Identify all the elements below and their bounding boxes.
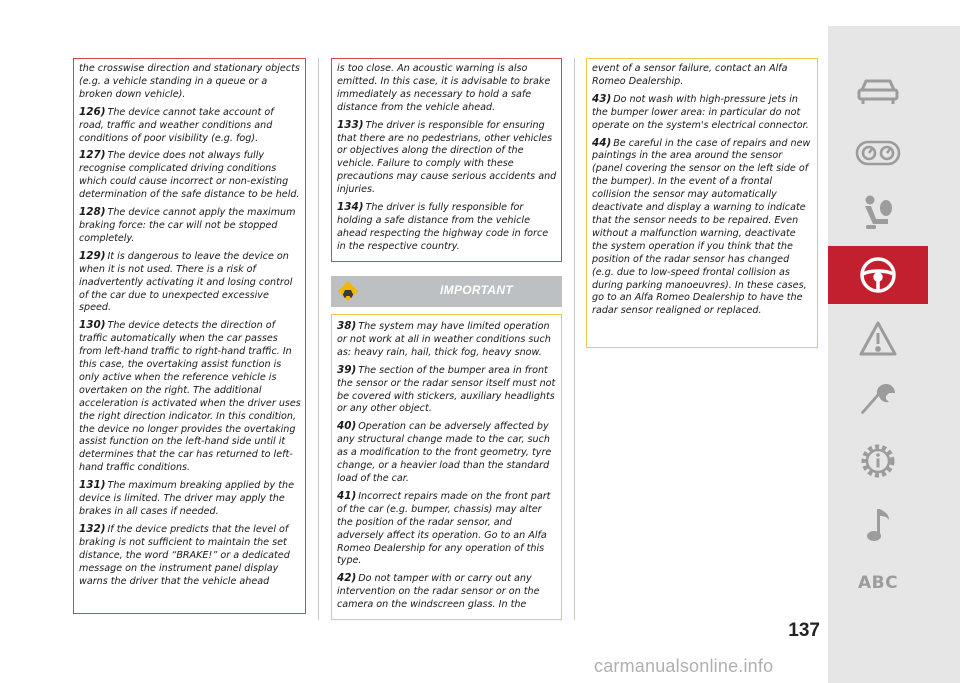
note-133 [337,119,557,197]
note-number: 130) [79,319,106,332]
note-text: The device does not always fully recognise complicated driving conditions which could cause incorrect or non-existing determination of the safe distance to be held. [79,150,300,201]
note-132 [79,523,301,589]
note-43 [592,93,813,133]
page-number: 137 [788,620,820,641]
wrench-icon [858,381,898,421]
note-text: Do not wash with high-pressure jets in the bumper lower area: in particular do not operate on the system's electrical connector. [592,93,809,131]
chapter-sidebar [828,26,960,683]
note-number: 131) [79,479,106,492]
note-40 [337,420,557,486]
note-text: Incorrect repairs made on the front part of the car (e.g. bumper, chassis) may alter the position of the radar sensor, and adversely affect its operation. Go to an Alfa Romeo Dealership for any operation of this type. [337,490,551,567]
note-number: 41) [337,489,357,502]
note-number: 44) [592,136,612,149]
note-130 [79,319,301,475]
sidebar-item-multimedia[interactable] [828,496,928,554]
note-41 [337,490,557,568]
note-text: The driver is responsible for ensuring that there are no pedestrians, other vehicles or objectives along the direction of the vehicle. Failure to comply with these precautions may cause serious accidents and injuries. [337,119,557,196]
note-44 [592,137,813,319]
watermark: carmanualsonline.info [594,656,774,676]
note-number: 126) [79,105,106,118]
note-number: 129) [79,249,106,262]
gear-info-icon [858,441,898,481]
note-text: If the device predicts that the level of braking is not sufficient to maintain the set distance, the word “BRAKE!” or a dedicated message on the instrument panel display warns the driver that the vehicle ahead [79,523,290,587]
note-127 [79,149,301,202]
note-number: 42) [337,572,357,585]
column-divider [318,58,319,620]
seat-airbag-icon [858,193,898,233]
note-129 [79,250,301,316]
sidebar-item-car[interactable] [828,62,928,120]
sidebar-item-technical-data[interactable] [828,432,928,490]
sidebar-item-safety[interactable] [828,184,928,242]
note-42 [337,572,557,612]
note-text: The device cannot take account of road, traffic and weather conditions and conditions of poor visibility (e.g. fog). [79,106,274,144]
note-text: Be careful in the case of repairs and new paintings in the area around the sensor (panel covering the sensor on the left side of the bumper). In the event of a frontal collision the sensor may automatically deactivate and display a warning to indicate that the sensor needs to be repaired. Even without a malfunction warning, deactivate the system operation if you think that the position of the radar sensor has changed (e.g. due to low-speed frontal collision as during parking manoeuvres). In these cases, go to an Alfa Romeo Dealership to have the radar sensor realigned or replaced. [592,137,811,317]
note-text: The driver is fully responsible for holding a safe distance from the vehicle ahead respecting the highway code in force in the respective country. [337,202,549,252]
note-number: 133) [337,118,364,131]
column-divider [574,58,575,620]
note-number: 39) [337,363,357,376]
important-box-column-2 [331,314,562,620]
note-text: The system may have limited operation or not work at all in weather conditions such as: heavy rain, hail, thick fog, heavy snow. [337,321,551,358]
note-text: It is dangerous to leave the device on when it is not used. There is a risk of inadvertently activating it and losing control of the car due to unexpected excessive speed. [79,250,293,314]
note-131 [79,479,301,519]
column-1-intro: the crosswise direction and stationary objects (e.g. a vehicle standing in a queue or a broken down vehicle). [79,63,300,100]
note-number: 134) [337,201,364,214]
music-note-icon [863,506,893,544]
note-text: The device cannot apply the maximum braking force: the car will not be stopped completely. [79,207,296,244]
note-39 [337,364,557,417]
note-number: 43) [592,92,612,105]
car-hand-caution-icon [337,280,359,302]
car-icon [856,76,900,106]
important-title: IMPORTANT [440,283,513,297]
note-128 [79,206,301,246]
note-text: The device detects the direction of traffic automatically when the car passes from left-hand traffic to right-hand traffic. In this case, the overtaking assist function is only active when the reference vehicle is overtaken on the right. The additional acceleration is activated when the driver uses the right direction indicator. In this condition, the device no longer provides the overtaking assist function on the left-hand side until it determines that the car has returned to left-hand traffic conditions. [79,320,301,474]
sidebar-item-index[interactable] [828,554,928,612]
note-number: 38) [337,320,357,332]
note-text: Operation can be adversely affected by any structural change made to the car, such as a modification to the front geometry, tyre change, or a heavier load than the standard load of the car. [337,421,552,484]
note-number: 132) [79,522,106,535]
note-text: The maximum breaking applied by the device is limited. The driver may apply the brakes in all cases if needed. [79,480,294,517]
index-label: ABC [857,573,899,593]
steering-wheel-icon [858,255,898,295]
note-number: 127) [79,149,106,162]
warning-box-column-2 [331,58,562,262]
warning-triangle-icon [858,320,898,358]
important-header [331,276,562,307]
sidebar-item-driving[interactable] [828,246,928,304]
note-126 [79,106,301,146]
note-text: The section of the bumper area in front the sensor or the radar sensor itself must not be covered with stickers, auxiliary headlights or any other object. [337,364,556,415]
sidebar-item-instruments[interactable] [828,124,928,182]
note-number: 40) [337,420,357,433]
note-38 [337,320,557,360]
note-134 [337,201,557,254]
sidebar-item-emergency[interactable] [828,310,928,368]
sidebar-item-maintenance[interactable] [828,372,928,430]
warning-box-column-1 [73,58,306,614]
note-text: Do not tamper with or carry out any intervention on the radar sensor or on the camera on the windscreen glass. In the [337,573,540,611]
note-number: 128) [79,206,106,219]
instrument-panel-icon [855,139,901,167]
column-3-intro: event of a sensor failure, contact an Alfa Romeo Dealership. [592,63,788,87]
important-box-column-3 [586,58,818,348]
column-2-intro: is too close. An acoustic warning is also emitted. In this case, it is advisable to brake immediately as necessary to hold a safe distance from the vehicle ahead. [337,63,551,113]
